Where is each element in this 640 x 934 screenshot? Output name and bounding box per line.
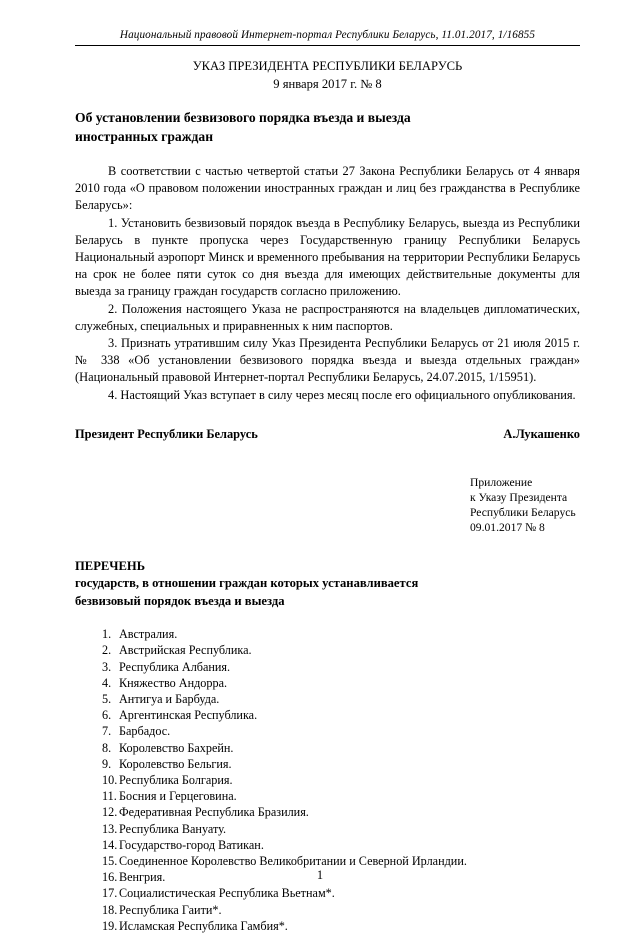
list-item-number: 5. (102, 691, 112, 706)
list-heading-line-3: безвизовый порядок въезда и выезда (75, 593, 285, 608)
list-item-number: 2. (102, 643, 112, 658)
list-item-number: 19. (102, 918, 118, 933)
list-item (75, 659, 580, 675)
list-item (75, 707, 580, 723)
list-item (75, 626, 580, 642)
appendix-reference-line-4: 09.01.2017 № 8 (470, 521, 545, 535)
list-item-number: 4. (102, 675, 112, 690)
appendix-reference-line-2: к Указу Президента (470, 491, 568, 505)
list-item-number: 18. (102, 902, 118, 917)
list-item (75, 723, 580, 739)
page-number: 1 (316, 868, 324, 882)
list-item-label: Антигуа и Барбуда. (119, 691, 220, 706)
list-item (75, 885, 580, 901)
paragraph-item-1: 1. Установить безвизовый порядок въезда в Республику Беларусь, выезда из Республики Беларусь в пункте пропуска через Государственную границу Республики Беларусь Национальный аэропорт Минск и временного пребывания на территории Республики Беларусь на срок не более пяти суток со дня въезда для имеющих действительные документы для выезда за границу граждан государств согласно приложению. (75, 215, 580, 299)
page-content (75, 0, 580, 934)
list-item-label: Австрийская Республика. (119, 643, 252, 658)
list-item-number: 17. (102, 886, 118, 901)
list-item-label: Республика Болгария. (119, 772, 233, 787)
running-header: Национальный правовой Интернет-портал Республики Беларусь, 11.01.2017, 1/16855 (75, 28, 580, 46)
document-subject-line-1: Об установлении безвизового порядка въезда и выезда (75, 110, 411, 125)
list-item (75, 804, 580, 820)
list-heading-line-1: ПЕРЕЧЕНЬ (75, 558, 146, 573)
signatory-title: Президент Республики Беларусь (75, 426, 258, 441)
list-item (75, 740, 580, 756)
list-heading-line-2: государств, в отношении граждан которых устанавливается (75, 576, 419, 591)
list-heading (75, 558, 580, 611)
paragraph-preamble: В соответствии с частью четвертой статьи 27 Закона Республики Беларусь от 4 января 2010 года «О правовом положении иностранных граждан и лиц без гражданства в Республике Беларусь»: (75, 164, 580, 213)
list-item-number: 6. (102, 708, 112, 723)
list-item (75, 821, 580, 837)
signature-block (75, 426, 580, 443)
list-item-number: 15. (102, 854, 118, 868)
list-item-label: Барбадос. (119, 724, 171, 739)
list-item-number: 12. (102, 805, 118, 820)
list-item-label: Социалистическая Республика Вьетнам*. (119, 886, 335, 901)
list-item (75, 918, 580, 934)
signatory-name: А.Лукашенко (503, 426, 580, 441)
list-item-label: Федеративная Республика Бразилия. (119, 805, 309, 820)
list-item (75, 675, 580, 691)
list-item (75, 837, 580, 853)
country-list (75, 626, 580, 934)
paragraph-item-3: 3. Признать утратившим силу Указ Президента Республики Беларусь от 21 июля 2015 г. № 338 «Об установлении безвизового порядка въезда и выезда отдельных граждан» (Национальный правовой Интернет-портал Республики Беларусь, 24.07.2015, 1/15951). (75, 336, 580, 385)
document-subject-line-2: иностранных граждан (75, 129, 214, 144)
list-item (75, 756, 580, 772)
list-item-number: 14. (102, 837, 118, 852)
list-item (75, 691, 580, 707)
list-item (75, 853, 580, 869)
paragraph-item-4: 4. Настоящий Указ вступает в силу через месяц после его официального опубликования. (108, 387, 576, 402)
list-item-number: 13. (102, 821, 118, 836)
list-item-label: Королевство Бахрейн. (119, 740, 234, 755)
list-item-number: 1. (102, 627, 112, 642)
appendix-reference (470, 475, 580, 536)
list-item (75, 788, 580, 804)
list-item-label: Королевство Бельгия. (119, 756, 232, 771)
list-item-number: 10. (102, 772, 118, 787)
list-item-number: 7. (102, 724, 112, 739)
list-item-label: Соединенное Королевство Великобритании и Северной Ирландии. (119, 854, 467, 868)
list-item-number: 9. (102, 756, 112, 771)
list-item-label: Княжество Андорра. (119, 675, 228, 690)
list-item-label: Босния и Герцеговина. (119, 789, 237, 804)
list-item (75, 772, 580, 788)
appendix-reference-line-3: Республики Беларусь (470, 506, 576, 520)
list-item-number: 11. (102, 789, 117, 804)
list-item-label: Республика Вануату. (119, 821, 227, 836)
list-item (75, 642, 580, 658)
list-item-label: Государство-город Ватикан. (119, 837, 264, 852)
list-item-number: 16. (102, 870, 118, 885)
appendix-reference-line-1: Приложение (470, 475, 533, 489)
list-item-label: Австралия. (119, 627, 178, 642)
list-item-number: 3. (102, 659, 112, 674)
paragraph-item-2: 2. Положения настоящего Указа не распространяются на владельцев дипломатических, служебных, специальных и приравненных к ним паспортов. (75, 301, 580, 333)
list-item-label: Исламская Республика Гамбия*. (119, 918, 288, 933)
list-item-number: 8. (102, 740, 112, 755)
list-item-label: Аргентинская Республика. (119, 708, 258, 723)
list-item (75, 902, 580, 918)
list-item-label: Республика Гаити*. (119, 902, 222, 917)
document-type-heading: УКАЗ ПРЕЗИДЕНТА РЕСПУБЛИКИ БЕЛАРУСЬ (192, 59, 463, 73)
list-item-label: Республика Албания. (119, 659, 231, 674)
document-body (75, 163, 580, 404)
document-subject (75, 108, 580, 146)
list-item-label: Венгрия. (119, 870, 166, 885)
document-date-number: 9 января 2017 г. № 8 (273, 77, 382, 91)
